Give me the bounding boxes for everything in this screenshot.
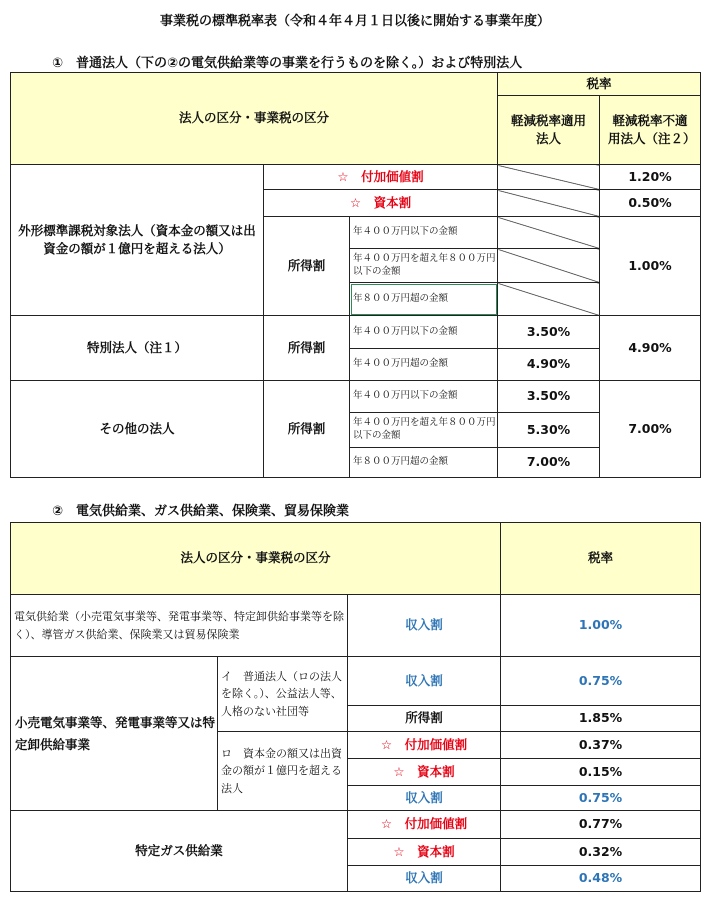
sonota-reduced-rate: 3.50% (498, 381, 600, 413)
gaikei-shotoku: 所得割 (264, 217, 350, 316)
gas-name: 特定ガス供給業 (11, 811, 348, 892)
bracket-label: 年４００万円以下の金額 (350, 217, 498, 249)
gas-rate: 0.48% (501, 866, 701, 892)
kouri-ro-label: ☆ 資本割 (348, 759, 501, 786)
bracket-label: 年４００万円以下の金額 (350, 316, 498, 349)
bracket-label: 年４００万円を超え年８００万円以下の金額 (350, 413, 498, 448)
header-reduced: 軽減税率適用法人 (498, 96, 600, 165)
table-1 (10, 72, 701, 478)
kouri-i-rate: 1.85% (501, 706, 701, 732)
tokubetsu-shotoku: 所得割 (264, 316, 350, 381)
kouri-i-name: イ 普通法人（ロの法人を除く。）、公益法人等、人格のない社団等 (218, 657, 348, 732)
header-non-reduced: 軽減税率不適用法人（注２） (600, 96, 701, 165)
bracket-label: 年４００万円以下の金額 (350, 381, 498, 413)
gaikei-name: 外形標準課税対象法人（資本金の額又は出資金の額が１億円を超える法人） (11, 165, 264, 316)
sonota-reduced-rate: 7.00% (498, 448, 600, 478)
table-2 (10, 522, 701, 892)
section2-heading: ② 電気供給業、ガス供給業、保険業、貿易保険業 (52, 504, 350, 519)
header-category: 法人の区分・事業税の区分 (11, 73, 498, 165)
header2-category: 法人の区分・事業税の区分 (11, 523, 501, 595)
gas-label: ☆ 付加価値割 (348, 811, 501, 839)
bracket-label: 年４００万円超の金額 (350, 349, 498, 381)
tokubetsu-reduced-rate: 4.90% (498, 349, 600, 381)
kouri-ro-label: 収入割 (348, 786, 501, 811)
kouri-ro-rate: 0.37% (501, 732, 701, 759)
gas-label: ☆ 資本割 (348, 839, 501, 866)
bracket-label: 年８００万円超の金額 (350, 283, 498, 316)
gaikei-fuka-label: ☆ 付加価値割 (264, 165, 498, 190)
bracket-label: 年８００万円超の金額 (350, 448, 498, 478)
kouri-name: 小売電気事業等、発電事業等又は特定卸供給事業 (11, 657, 218, 811)
kouri-ro-rate: 0.75% (501, 786, 701, 811)
sonota-reduced-rate: 5.30% (498, 413, 600, 448)
gas-rate: 0.77% (501, 811, 701, 839)
kouri-i-rate: 0.75% (501, 657, 701, 706)
gaikei-shotoku-rate: 1.00% (600, 217, 701, 316)
gaikei-shihon-label: ☆ 資本割 (264, 190, 498, 217)
kouri-ro-rate: 0.15% (501, 759, 701, 786)
sonota-name: その他の法人 (11, 381, 264, 478)
section1-heading: ① 普通法人（下の②の電気供給業等の事業を行うものを除く。）および特別法人 (52, 56, 523, 71)
gas-rate: 0.32% (501, 839, 701, 866)
kouri-i-label: 収入割 (348, 657, 501, 706)
diagonal-cell (498, 165, 600, 190)
tokubetsu-reduced-rate: 3.50% (498, 316, 600, 349)
sonota-non-reduced-rate: 7.00% (600, 381, 701, 478)
gaikei-shihon-rate: 0.50% (600, 190, 701, 217)
tokubetsu-non-reduced-rate: 4.90% (600, 316, 701, 381)
diagonal-cell (498, 190, 600, 217)
kouri-ro-name: ロ 資本金の額又は出資金の額が１億円を超える法人 (218, 732, 348, 811)
diagonal-cell (498, 249, 600, 283)
denki-rate: 1.00% (501, 595, 701, 657)
kouri-ro-label: ☆ 付加価値割 (348, 732, 501, 759)
denki-name: 電気供給業（小売電気事業等、発電事業等、特定卸供給事業等を除く）、導管ガス供給業、保険業又は貿易保険業 (11, 595, 348, 657)
sonota-shotoku: 所得割 (264, 381, 350, 478)
tokubetsu-name: 特別法人（注１） (11, 316, 264, 381)
gaikei-fuka-rate: 1.20% (600, 165, 701, 190)
denki-label: 収入割 (348, 595, 501, 657)
header2-rate: 税率 (501, 523, 701, 595)
bracket-label: 年４００万円を超え年８００万円以下の金額 (350, 249, 498, 283)
diagonal-cell (498, 283, 600, 316)
gas-label: 収入割 (348, 866, 501, 892)
page-title: 事業税の標準税率表（令和４年４月１日以後に開始する事業年度） (159, 14, 550, 29)
header-rate: 税率 (498, 73, 701, 96)
kouri-i-label: 所得割 (348, 706, 501, 732)
diagonal-cell (498, 217, 600, 249)
